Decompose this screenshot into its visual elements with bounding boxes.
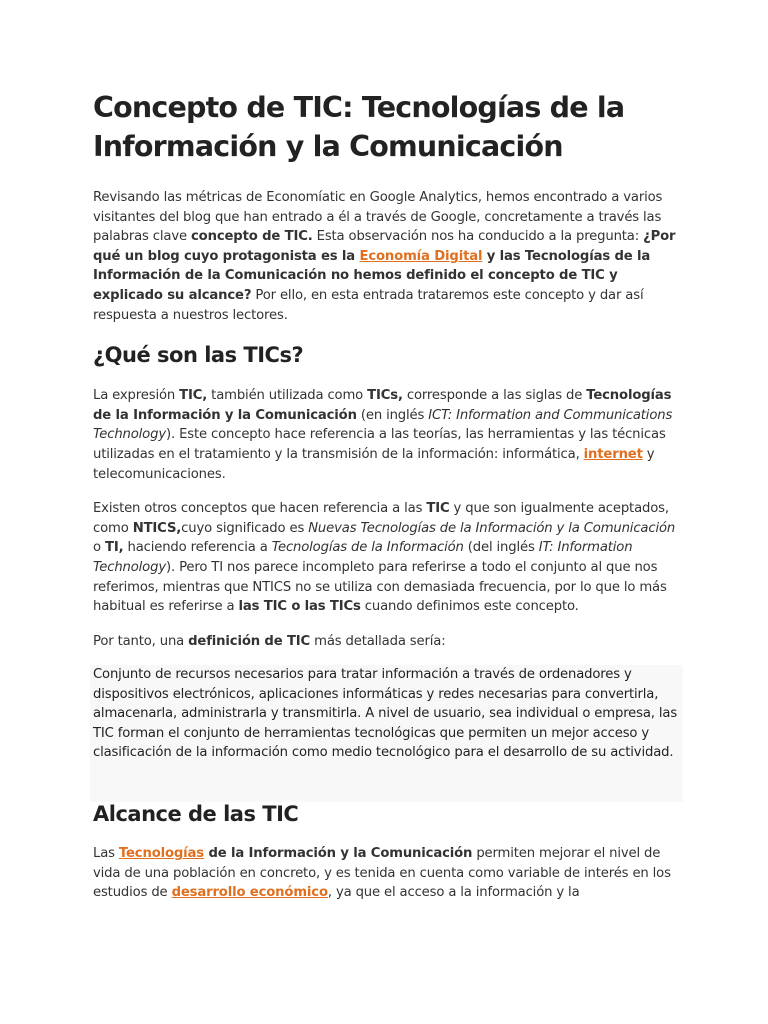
- definition-quote-box: [90, 665, 683, 802]
- internet-link[interactable]: internet: [583, 446, 643, 462]
- s2p1-text-1: Las: [93, 846, 119, 862]
- s1p3-text-2: más detallada sería:: [310, 633, 446, 649]
- s1p3-text-1: Por tanto, una: [93, 633, 189, 649]
- s1p2-bold-2: NTICS,: [132, 520, 182, 536]
- s1p2-text-1: Existen otros conceptos que hacen referencia a las: [93, 501, 427, 517]
- s1p1-text-5: ). Este concepto hace referencia a las teorías, las herramientas y las técnicas utilizadas en el tratamiento y la transmisión de la información: informática,: [93, 427, 666, 462]
- s1p2-text-4: o: [93, 540, 105, 556]
- s1p2-text-2: y que son igualmente aceptados, como: [93, 501, 669, 536]
- section2-paragraph-1: [93, 844, 685, 903]
- intro-text-1: Revisando las métricas de Economíatic en Google Analytics, hemos encontrado a varios visitantes del blog que han entrado a él a través de Google, concretamente a través las palabras clave: [93, 190, 663, 245]
- s1p1-text-4: (en inglés: [356, 407, 429, 423]
- s1p2-italic-1: Nuevas Tecnologías de la Información y la Comunicación: [308, 520, 676, 536]
- intro-text-3: Por ello, en esta entrada trataremos este concepto y dar así respuesta a nuestros lectores.: [93, 287, 644, 323]
- article-title: Concepto de TIC: Tecnologías de la Información y la Comunicación: [93, 91, 625, 163]
- intro-text-2: Esta observación nos ha conducido a la pregunta:: [312, 229, 644, 245]
- s2p1-bold-1: de la Información y la Comunicación: [204, 846, 473, 862]
- s1p2-bold-1: TIC: [426, 501, 450, 517]
- desarrollo-economico-link[interactable]: desarrollo económico: [171, 885, 328, 901]
- s1p1-italic-1: ICT: Information and Communications Technology: [93, 407, 673, 443]
- s1p1-text-2: también utilizada como: [207, 388, 368, 404]
- s1p2-text-3: cuyo significado es: [181, 520, 309, 536]
- s1p1-bold-2: TICs,: [367, 388, 403, 404]
- section-heading-alcance: Alcance de las TIC: [93, 802, 299, 827]
- s1p1-text-3: corresponde a las siglas de: [402, 388, 587, 404]
- intro-bold-3: y las Tecnologías de la Información de la Comunicación no hemos definido el concepto de TIC y explicado su alcance?: [93, 248, 651, 303]
- section1-paragraph-2: [93, 499, 685, 617]
- s1p1-bold-3: Tecnologías de la Información y la Comunicación: [93, 388, 672, 423]
- s1p1-text-1: La expresión: [93, 388, 180, 404]
- s1p2-text-6: (del inglés: [463, 540, 539, 556]
- s2p1-text-2: permiten mejorar el nivel de vida de una población en concreto, y es tenida en cuenta como variable de interés en los estudios de: [93, 846, 671, 901]
- s1p3-bold-1: definición de TIC: [188, 633, 311, 649]
- s1p2-italic-2: Tecnologías de la Información: [271, 540, 464, 556]
- s1p2-italic-3: IT: Information Technology: [93, 540, 633, 575]
- s1p2-bold-3: TI,: [104, 540, 124, 556]
- s1p1-bold-1: TIC,: [179, 388, 208, 404]
- intro-bold-2: ¿Por qué un blog cuyo protagonista es la: [93, 229, 676, 264]
- intro-bold-1: concepto de TIC.: [191, 229, 313, 245]
- section1-paragraph-3: [93, 632, 685, 652]
- article: [93, 88, 685, 903]
- tecnologias-link[interactable]: Tecnologías: [118, 846, 204, 862]
- s1p1-text-6: y telecomunicaciones.: [93, 446, 655, 482]
- s1p2-bold-4: las TIC o las TICs: [238, 599, 361, 615]
- section-heading-que-son: ¿Qué son las TICs?: [93, 343, 304, 368]
- s2p1-text-3: , ya que el acceso a la información y la: [327, 885, 580, 901]
- economia-digital-link[interactable]: Economía Digital: [359, 248, 483, 264]
- s1p2-text-5: haciendo referencia a: [123, 540, 272, 556]
- intro-paragraph: [93, 188, 685, 325]
- definition-quote-text: Conjunto de recursos necesarios para tratar información a través de ordenadores y dispositivos electrónicos, aplicaciones informáticas y redes necesarias para convertirla, almacenarla, administrarla y transmitirla. A nivel de usuario, sea individual o empresa, las TIC forman el conjunto de herramientas tecnológicas que permiten un mejor acceso y clasificación de la información como medio tecnológico para el desarrollo de su actividad.: [93, 667, 678, 761]
- section1-paragraph-1: [93, 386, 685, 484]
- s1p2-text-8: cuando definimos este concepto.: [360, 599, 579, 615]
- s1p2-text-7: ). Pero TI nos parece incompleto para referirse a todo el conjunto al que nos referimos, mientras que NTICS no se utiliza con demasiada frecuencia, por lo que lo más habitual es referirse a: [93, 559, 667, 615]
